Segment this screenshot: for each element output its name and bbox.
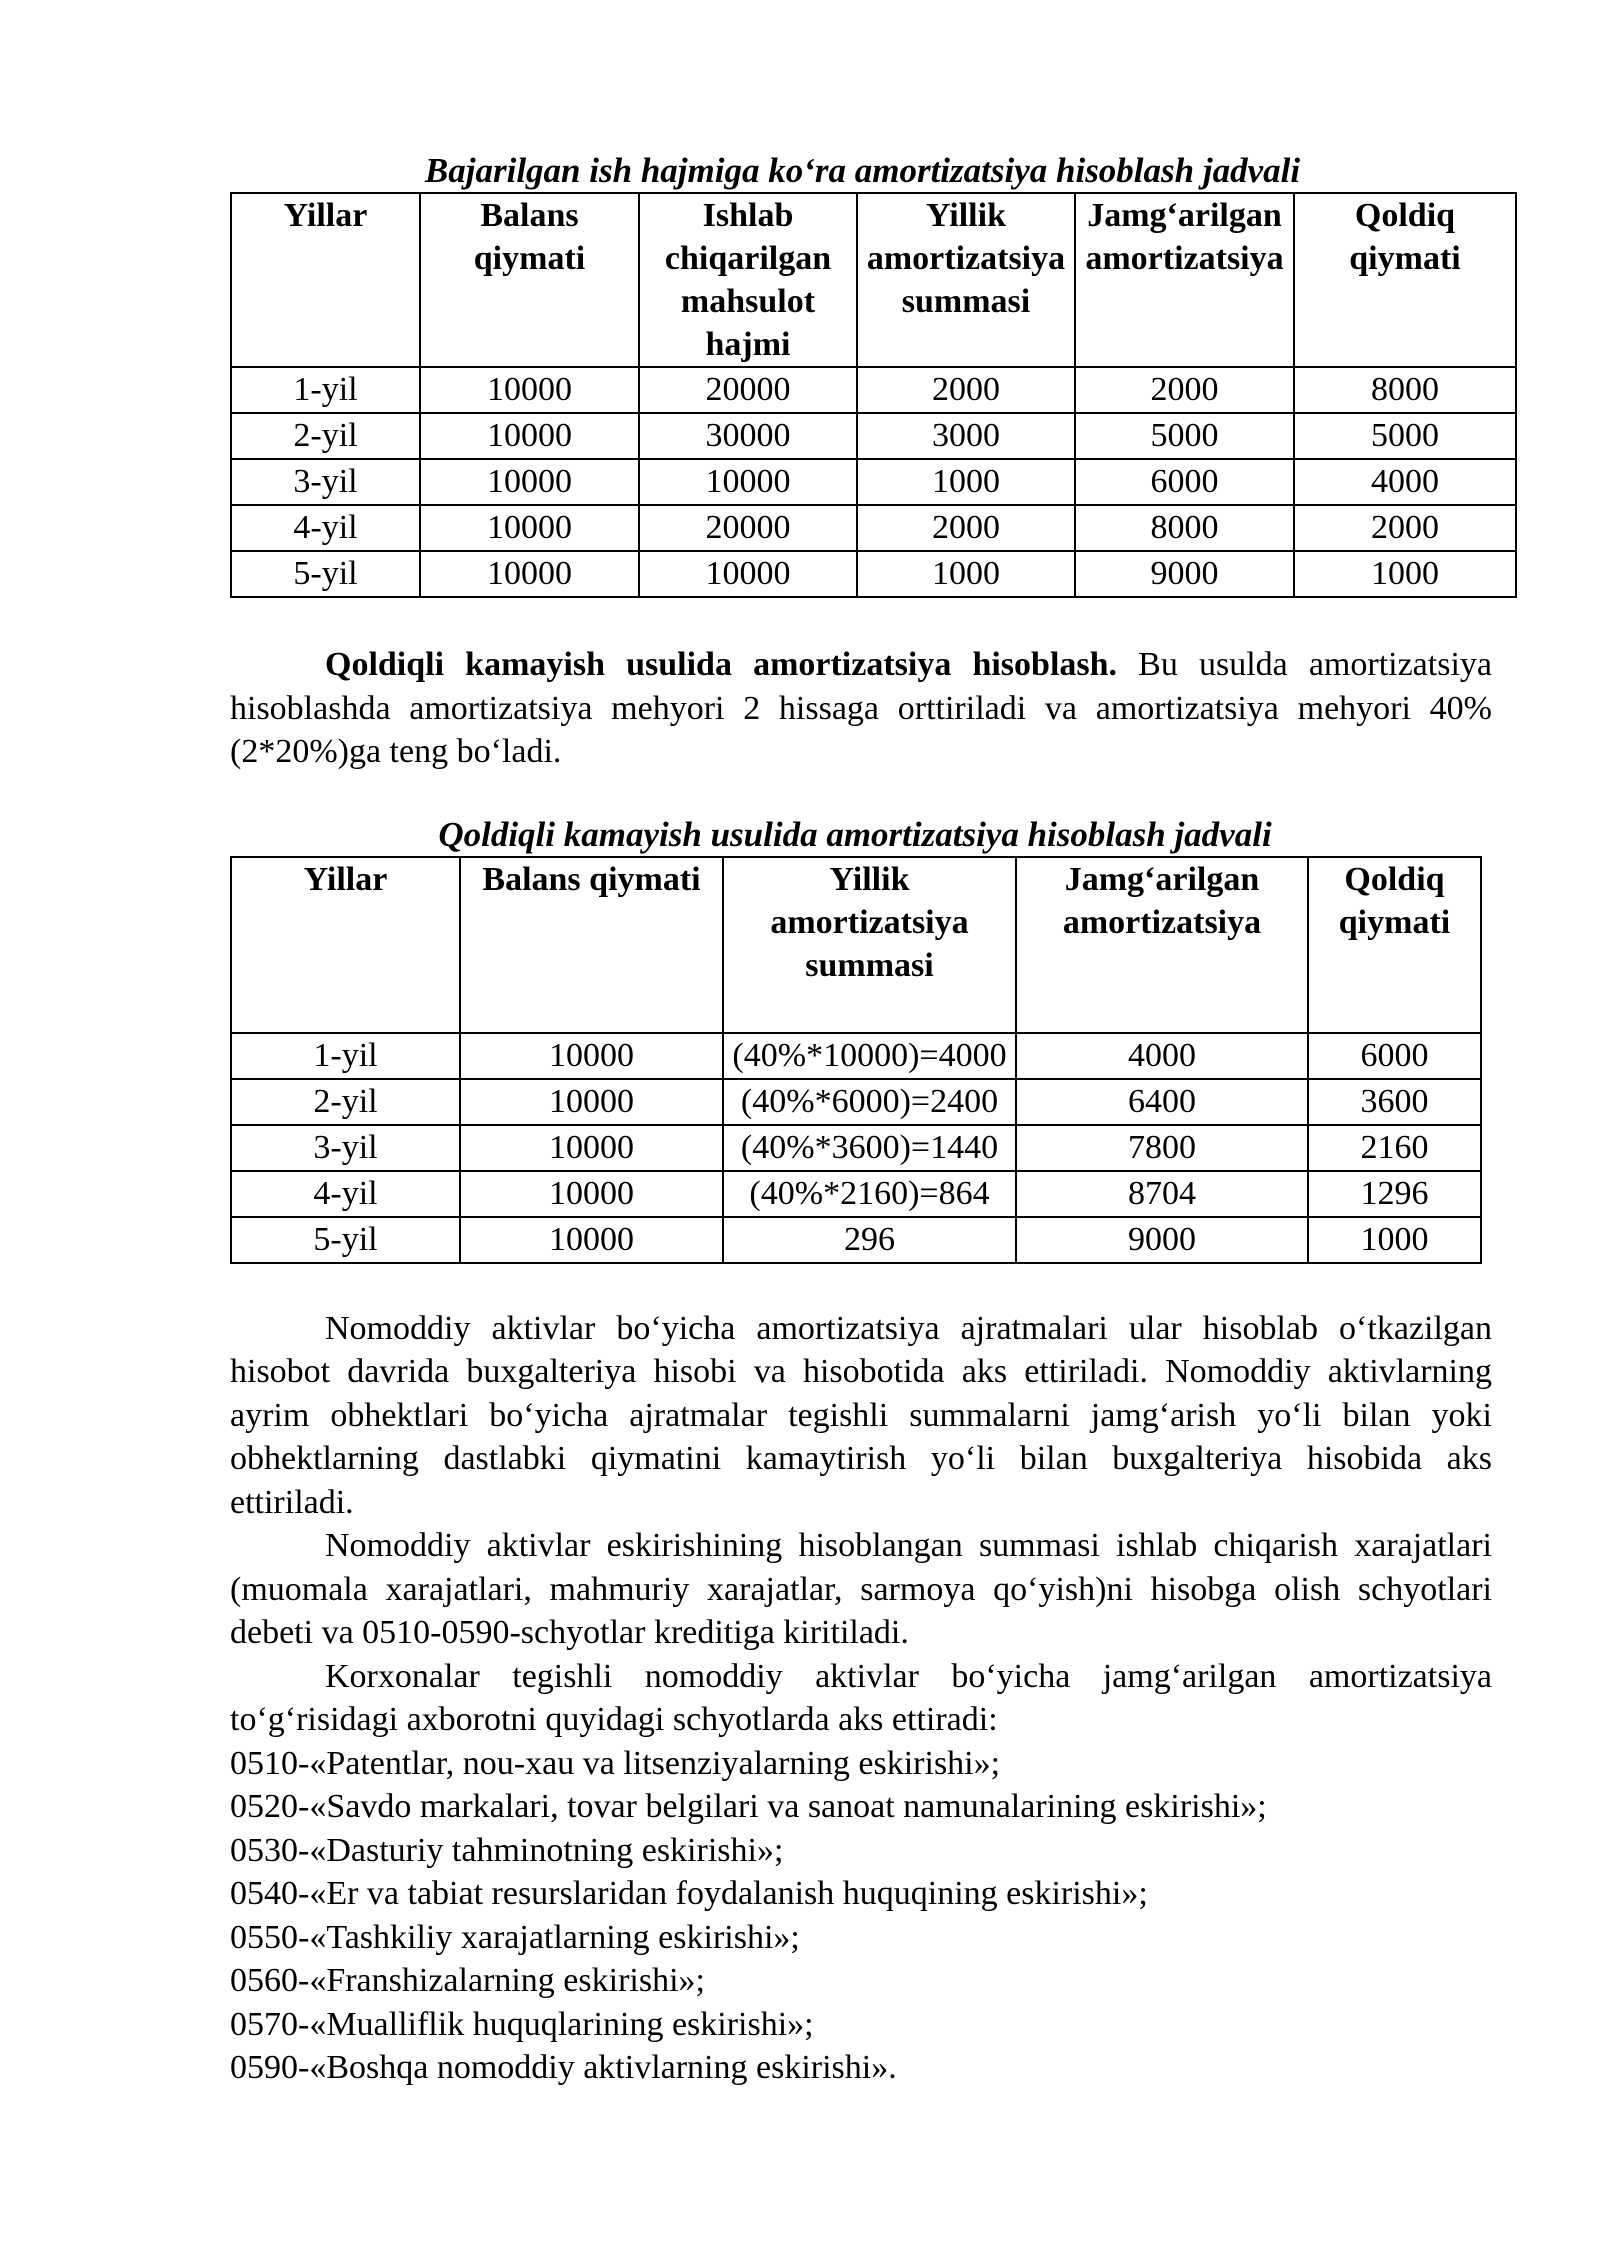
paragraph-heading: Qoldiqli kamayish usulida amortizatsiya hisoblash. [325, 646, 1118, 683]
paragraph: Nomoddiy aktivlar eskirishining hisoblangan summasi ishlab chiqarish xarajatlari (muomala xarajatlari, mahmuriy xarajatlar, sarmoya qo‘yish)ni hisobga olish schyotlari debeti va 0510-0590-schyotlar kreditiga kiritiladi. [230, 1527, 1492, 1651]
header-cell: Balans qiymati [420, 193, 639, 367]
header-cell: Yillar [231, 193, 420, 367]
table-cell: 1-yil [231, 1033, 460, 1079]
table-cell: 3600 [1308, 1079, 1481, 1125]
table-cell: 2160 [1308, 1125, 1481, 1171]
table-cell: 4-yil [231, 1171, 460, 1217]
table-cell: 2000 [1294, 505, 1516, 551]
table-cell: 10000 [420, 413, 639, 459]
depreciation-by-output-table [230, 192, 1517, 598]
header-cell: Yillik amortizatsiya summasi [723, 857, 1016, 1033]
table-cell: 1000 [1308, 1217, 1481, 1263]
table-cell: 8000 [1075, 505, 1294, 551]
table-cell: 6000 [1308, 1033, 1481, 1079]
table-cell: 2-yil [231, 1079, 460, 1125]
table-cell: 4000 [1294, 459, 1516, 505]
table-cell: (40%*2160)=864 [723, 1171, 1016, 1217]
paragraph: Korxonalar tegishli nomoddiy aktivlar bo‘yicha jamg‘arilgan amortizatsiya to‘g‘risidagi axborotni quyidagi schyotlarda aks ettiradi: [230, 1657, 1492, 1738]
table-cell: 6000 [1075, 459, 1294, 505]
table-row [231, 1125, 1481, 1171]
table-cell: 1296 [1308, 1171, 1481, 1217]
table-cell: 3000 [857, 413, 1075, 459]
table-cell: 20000 [639, 367, 857, 413]
account-list-item: 0550-«Tashkiliy xarajatlarning eskirishi»; [230, 1918, 800, 1956]
table-cell: 5-yil [231, 1217, 460, 1263]
table-cell: 3-yil [231, 1125, 460, 1171]
table-cell: 5000 [1075, 413, 1294, 459]
table-cell: 20000 [639, 505, 857, 551]
header-cell: Jamg‘arilgan amortizatsiya [1075, 193, 1294, 367]
paragraph-declining-balance [230, 643, 1492, 774]
table-cell: 3-yil [231, 459, 420, 505]
table-header-row [231, 857, 1481, 1033]
account-list-item: 0590-«Boshqa nomoddiy aktivlarning eskirishi». [230, 2049, 897, 2086]
table-cell: 2-yil [231, 413, 420, 459]
table-row [231, 1171, 1481, 1217]
table-row [231, 505, 1516, 551]
declining-balance-table [230, 856, 1482, 1264]
table-cell: 10000 [460, 1125, 723, 1171]
paragraph-text: Bu usulda amortizatsiya hisoblashda amortizatsiya mehyori 2 hissaga orttiriladi va amortizatsiya mehyori 40%(2*20%)ga teng bo‘ladi. [230, 646, 1492, 770]
account-list-item: 0560-«Franshizalarning eskirishi»; [230, 1962, 705, 1999]
table-row [231, 413, 1516, 459]
table-row [231, 1033, 1481, 1079]
account-list-item: 0540-«Er va tabiat resurslaridan foydalanish huquqining eskirishi»; [230, 1875, 1148, 1912]
table-cell: 7800 [1016, 1125, 1308, 1171]
table-cell: 10000 [460, 1217, 723, 1263]
table-cell: 10000 [460, 1033, 723, 1079]
table-cell: 5000 [1294, 413, 1516, 459]
table-cell: 10000 [420, 367, 639, 413]
table-cell: 10000 [639, 459, 857, 505]
table2-caption: Qoldiqli kamayish usulida amortizatsiya hisoblash jadvali [438, 814, 1272, 854]
header-cell: Yillar [231, 857, 460, 1033]
table-cell: 2000 [1075, 367, 1294, 413]
table-cell: 4000 [1016, 1033, 1308, 1079]
table-cell: (40%*6000)=2400 [723, 1079, 1016, 1125]
table-cell: 9000 [1016, 1217, 1308, 1263]
header-cell: Ishlab chiqarilgan mahsulot hajmi [639, 193, 857, 367]
account-list-item: 0530-«Dasturiy tahminotning eskirishi»; [230, 1831, 784, 1869]
account-list-item: 0520-«Savdo markalari, tovar belgilari va sanoat namunalarining eskirishi»; [230, 1788, 1267, 1825]
table-cell: 10000 [460, 1079, 723, 1125]
table-cell: 8704 [1016, 1171, 1308, 1217]
table-cell: 2000 [857, 505, 1075, 551]
table-cell: 10000 [460, 1171, 723, 1217]
table-cell: 2000 [857, 367, 1075, 413]
table-cell: 10000 [420, 459, 639, 505]
table-row [231, 1079, 1481, 1125]
table-cell: 1-yil [231, 367, 420, 413]
table-cell: 10000 [639, 551, 857, 597]
account-list-item: 0510-«Patentlar, nou-xau va litsenziyalarning eskirishi»; [230, 1744, 1001, 1782]
header-cell: Qoldiq qiymati [1308, 857, 1481, 1033]
table-cell: 30000 [639, 413, 857, 459]
header-cell: Balans qiymati [460, 857, 723, 1033]
header-cell: Qoldiq qiymati [1294, 193, 1516, 367]
table-cell: 9000 [1075, 551, 1294, 597]
table-cell: 296 [723, 1217, 1016, 1263]
table-cell: 10000 [420, 505, 639, 551]
table-cell: 1000 [857, 551, 1075, 597]
table-cell: 4-yil [231, 505, 420, 551]
header-cell: Jamg‘arilgan amortizatsiya [1016, 857, 1308, 1033]
table-cell: (40%*3600)=1440 [723, 1125, 1016, 1171]
account-list-item: 0570-«Mualliflik huquqlarining eskirishi»; [230, 2005, 814, 2043]
table-cell: 8000 [1294, 367, 1516, 413]
paragraph: Nomoddiy aktivlar bo‘yicha amortizatsiya ajratmalari ular hisoblab o‘tkazilgan hisobot davrida buxgalteriya hisobi va hisobotida aks ettiriladi. Nomoddiy aktivlarning ayrim obhektlari bo‘yicha ajratmalar tegishli summalarni jamg‘arish yo‘li bilan yoki obhektlarning dastlabki qiymatini kamaytirish yo‘li bilan buxgalteriya hisobida aks ettiriladi. [230, 1309, 1492, 1521]
header-cell: Yillik amortizatsiya summasi [857, 193, 1075, 367]
table-row [231, 551, 1516, 597]
table-row [231, 1217, 1481, 1263]
table-header-row [231, 193, 1516, 367]
table-row [231, 367, 1516, 413]
table-cell: 5-yil [231, 551, 420, 597]
table1-caption: Bajarilgan ish hajmiga ko‘ra amortizatsiya hisoblash jadvali [424, 151, 1301, 190]
table-row [231, 459, 1516, 505]
table-cell: (40%*10000)=4000 [723, 1033, 1016, 1079]
table-cell: 1000 [1294, 551, 1516, 597]
document-page [230, 150, 1515, 2090]
table-cell: 1000 [857, 459, 1075, 505]
body-text [230, 1307, 1492, 2090]
table-cell: 6400 [1016, 1079, 1308, 1125]
table-cell: 10000 [420, 551, 639, 597]
